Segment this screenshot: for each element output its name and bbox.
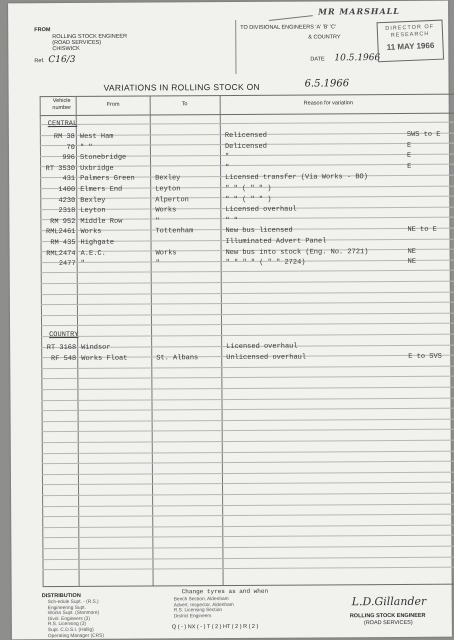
ruled-line	[42, 429, 454, 433]
middle-line: R.S. Licensing Section	[173, 608, 223, 614]
ruled-line	[42, 556, 454, 560]
signature: L.D.Gillander	[351, 594, 427, 609]
codes-line: Q ( - ) NX ( - ) T ( 2 ) HT ( 2 ) R ( 2 )	[171, 623, 259, 631]
column-header-vehicle: Vehicle number	[52, 97, 72, 111]
from-cell: West Ham	[79, 132, 114, 141]
middle-line: Advert. Inspector, Aldenham	[173, 602, 234, 608]
reason-cell: New bus into stock (Eng. No. 2721)	[225, 247, 369, 257]
from-cell: Windsor	[81, 343, 111, 352]
reason-cell: "	[224, 153, 230, 162]
table-left-border	[40, 96, 44, 586]
vehicle-number: RT 3168	[46, 343, 77, 353]
from-cell: Palmers Green	[80, 174, 135, 184]
ruled-line	[42, 408, 454, 412]
from-line-1: ROLLING STOCK ENGINEER	[52, 33, 128, 41]
header-divider	[235, 20, 236, 74]
vehicle-number: 2318	[58, 207, 76, 216]
code-cell: NE	[407, 247, 417, 256]
reason-cell: " " " " ( " " 2724)	[225, 258, 306, 268]
ruled-line	[41, 387, 454, 391]
handwritten-scribble	[267, 1, 312, 21]
from-cell: Uxbridge	[80, 164, 114, 173]
ref-value: C16/3	[48, 54, 76, 66]
vehicle-number: RF 548	[50, 354, 77, 363]
middle-line: District Engineers	[173, 613, 212, 620]
from-cell: Bexley	[80, 196, 106, 205]
from-cell: " "	[79, 143, 93, 152]
col-divider-1	[76, 96, 80, 586]
ref-label: Ref.	[34, 58, 45, 65]
ruled-line	[41, 281, 454, 285]
vehicle-number: RM 38	[53, 132, 75, 142]
code-cell: E	[406, 152, 412, 161]
to-cell: Alperton	[155, 195, 189, 205]
reason-cell: " " ( " " )	[225, 195, 272, 204]
stamp-line-1: DIRECTOR OF	[385, 23, 435, 32]
to-line-2: & COUNTRY	[308, 34, 341, 41]
section-country: COUNTRY	[49, 330, 79, 340]
to-cell: Leyton	[155, 185, 181, 194]
vehicle-number: 4230	[58, 196, 76, 205]
to-cell: "	[155, 259, 160, 268]
from-cell: Works Float	[81, 354, 128, 363]
to-cell: "	[155, 217, 160, 226]
handwritten-note: MR MARSHALL	[318, 5, 400, 17]
to-cell: Bexley	[155, 174, 181, 183]
ruled-line	[41, 334, 454, 338]
vehicle-number: 70	[66, 143, 75, 152]
ruled-line	[41, 365, 454, 369]
reason-cell: "	[225, 163, 230, 172]
column-header-reason: Reason for variation	[303, 100, 353, 107]
distribution-label: DISTRIBUTION	[41, 592, 81, 600]
ruled-line	[41, 397, 454, 401]
ruled-line	[41, 270, 454, 274]
from-cell: A.E.C.	[80, 249, 106, 258]
vehicle-number: RM 952	[50, 217, 76, 226]
section-central: CENTRAL	[47, 119, 78, 129]
distribution-line: Supt. C.D.S.I. (Hallig)	[47, 627, 94, 634]
ruled-line	[41, 291, 454, 295]
signatory-title: ROLLING STOCK ENGINEER	[349, 612, 426, 620]
column-header-to: To	[181, 101, 188, 108]
vehicle-number: RM 435	[50, 238, 76, 248]
distribution-line: Works Supt. (Stanmore)	[47, 610, 100, 617]
ruled-line	[42, 450, 454, 454]
vehicle-number: RML2461	[46, 228, 76, 237]
distribution-line: Operating Manager (CRS)	[47, 633, 104, 639]
middle-distribution	[174, 597, 234, 620]
change-tyres-note: Change tyres as and when	[181, 587, 269, 596]
table-header-bottom	[40, 113, 454, 117]
to-label: TO DIVISIONAL ENGINEERS 'A' 'B' 'C'	[240, 24, 337, 31]
from-cell: Middle Row	[80, 217, 123, 226]
reason-cell: " "	[225, 216, 239, 225]
date-label: DATE	[310, 56, 325, 63]
to-cell: Works	[155, 206, 177, 215]
to-cell: St. Albans	[156, 353, 199, 363]
vehicle-number: 996	[62, 154, 76, 163]
signatory-dept: (ROAD SERVICES)	[363, 619, 413, 627]
ruled-line	[42, 546, 454, 550]
code-cell: SWS to E	[406, 130, 441, 139]
received-stamp	[377, 20, 445, 63]
document-title: VARIATIONS IN ROLLING STOCK ON	[103, 81, 260, 93]
ruled-line	[42, 493, 454, 497]
ruled-line	[41, 323, 454, 327]
distribution-list	[48, 600, 104, 639]
stamp-date: 11 MAY 1966	[386, 40, 435, 52]
code-cell: E to SVS	[408, 352, 442, 361]
ruled-line	[42, 524, 454, 528]
from-line-2: (ROAD SERVICES)	[52, 39, 102, 47]
to-cell: Tottenham	[155, 227, 194, 236]
code-cell: E	[406, 141, 412, 150]
reason-cell: Unlicensed overhaul	[226, 353, 307, 362]
reason-cell: Illuminated Advert Panel	[225, 237, 327, 247]
ruled-line	[41, 312, 454, 316]
from-line-3: CHISWICK	[52, 45, 80, 53]
ruled-line	[42, 514, 454, 518]
ruled-line	[42, 503, 454, 507]
from-cell: Stonebridge	[79, 153, 127, 163]
table-top-border	[40, 94, 454, 98]
ruled-line	[43, 567, 454, 571]
document-sheet	[8, 1, 452, 640]
distribution-line: Sch-edule Supt. - (R.S.)	[47, 599, 99, 606]
from-cell: Leyton	[80, 206, 106, 216]
reason-cell: Licensed overhaul	[226, 342, 298, 352]
date-value: 10.5.1966	[334, 53, 381, 64]
from-cell: Works	[80, 228, 102, 237]
column-header-from: From	[106, 101, 120, 108]
code-cell: NE to E	[407, 226, 437, 235]
reason-cell: Licensed overhaul	[225, 205, 297, 215]
reason-cell: Relicensed	[224, 131, 267, 141]
from-cell: Elmers End	[80, 185, 123, 194]
ruled-line	[41, 302, 454, 306]
ruled-lines	[8, 1, 448, 4]
table-bottom-border	[43, 584, 454, 588]
vehicle-number: 1400	[58, 185, 76, 195]
reason-cell: New bus licensed	[225, 227, 293, 236]
reason-cell: " " ( " " )	[225, 184, 272, 194]
vehicle-number: 431	[62, 175, 76, 184]
code-cell: E	[407, 162, 412, 171]
middle-line: Bench Section, Aldenham	[173, 597, 229, 603]
from-cell: Highgate	[80, 238, 115, 247]
ruled-line	[41, 376, 454, 380]
vehicle-number: 2477	[58, 260, 76, 269]
ruled-line	[42, 418, 454, 422]
ruled-line	[42, 440, 454, 444]
ruled-line	[42, 471, 454, 475]
ruled-line	[42, 535, 454, 539]
col-divider-2	[150, 95, 154, 585]
vehicle-number: RML2474	[46, 249, 76, 258]
ruled-line	[42, 482, 454, 486]
reason-cell: Licensed transfer (Via Works - BO)	[225, 173, 368, 183]
to-cell: Works	[155, 248, 177, 258]
distribution-line: Divnl. Engineers (3)	[47, 616, 90, 622]
col-divider-3	[220, 95, 224, 585]
ruled-line	[42, 461, 454, 465]
from-cell: "	[80, 260, 85, 269]
distribution-line: R.S. Licensing (3)	[47, 622, 86, 628]
title-date: 6.5.1966	[304, 78, 350, 90]
distribution-line: Engineering Supt.	[47, 605, 86, 611]
stamp-line-2: RESEARCH	[390, 30, 430, 39]
vehicle-number: RT 3530	[45, 164, 76, 173]
code-cell: NE	[407, 258, 417, 267]
from-label: FROM	[34, 27, 51, 34]
reason-cell: Delicensed	[224, 142, 267, 151]
